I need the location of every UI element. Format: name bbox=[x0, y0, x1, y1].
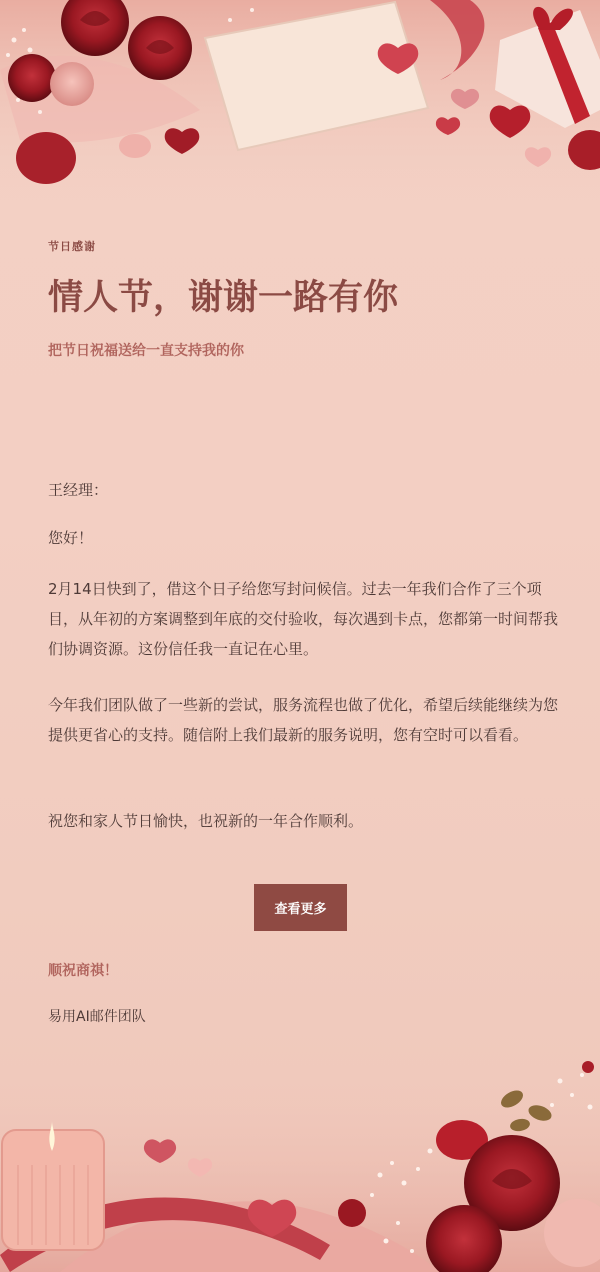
letter-hello: 您好！ bbox=[48, 529, 94, 547]
rose-icon bbox=[8, 54, 56, 102]
rose-icon bbox=[128, 16, 192, 80]
bottom-floral-banner bbox=[0, 1055, 600, 1272]
letter-paragraph: 今年我们团队做了一些新的尝试，服务流程也做了优化，希望后续能继续为您提供更省心的支持。随信附上我们最新的服务说明，您有空时可以看看。 bbox=[48, 696, 559, 744]
page-subtitle: 把节日祝福送给一直支持我的你 bbox=[48, 343, 244, 359]
sender-signature: 易用AI邮件团队 bbox=[48, 1009, 146, 1025]
candle-icon bbox=[2, 1121, 104, 1250]
top-floral-banner bbox=[0, 0, 600, 210]
letter-greeting: 王经理： bbox=[48, 481, 109, 499]
letter-paragraph: 祝您和家人节日愉快，也祝新的一年合作顺利。 bbox=[48, 812, 364, 830]
view-more-button[interactable]: 查看更多 bbox=[254, 884, 347, 931]
page-title: 情人节，谢谢一路有你 bbox=[48, 278, 399, 318]
letter-paragraph: 2月14日快到了，借这个日子给您写封问候信。过去一年我们合作了三个项目，从年初的方案调整到年底的交付验收，每次遇到卡点，您都第一时间帮我们协调资源。这份信任我一直记在心里。 bbox=[48, 580, 559, 658]
eyebrow-label: 节日感谢 bbox=[48, 240, 96, 253]
closing-regards: 顺祝商祺！ bbox=[48, 963, 118, 979]
